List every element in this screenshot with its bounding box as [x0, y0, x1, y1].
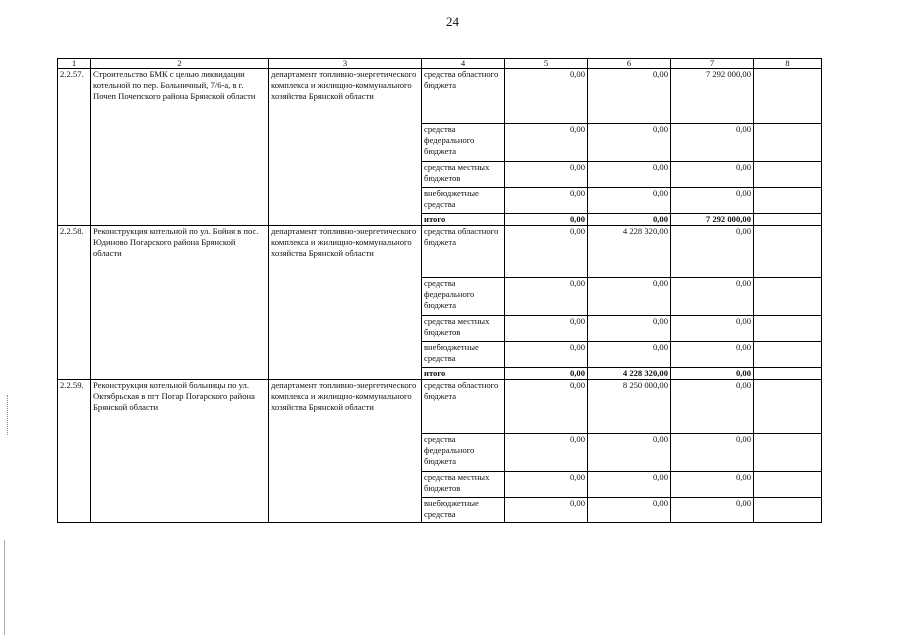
funding-source: средства федерального бюджета	[422, 278, 505, 316]
column-header: 6	[588, 59, 671, 69]
project-name: Строительство БМК с целью ликвидации котельной по пер. Больничный, 7/6-а, в г. Почеп Почепского района Брянской области	[91, 69, 269, 226]
amount-col8	[754, 188, 822, 214]
amount-col6: 0,00	[588, 214, 671, 226]
scan-artifact	[7, 395, 9, 435]
amount-col8	[754, 69, 822, 124]
amount-col5: 0,00	[505, 69, 588, 124]
amount-col8	[754, 316, 822, 342]
executor: департамент топливно-энергетического комплекса и жилищно-коммунального хозяйства Брянской области	[269, 69, 422, 226]
funding-source: средства федерального бюджета	[422, 434, 505, 472]
executor: департамент топливно-энергетического комплекса и жилищно-коммунального хозяйства Брянской области	[269, 380, 422, 523]
funding-source: средства местных бюджетов	[422, 316, 505, 342]
amount-col8	[754, 380, 822, 434]
amount-col8	[754, 162, 822, 188]
funding-source: внебюджетные средства	[422, 188, 505, 214]
column-header: 7	[671, 59, 754, 69]
funding-source: средства областного бюджета	[422, 226, 505, 278]
amount-col7: 0,00	[671, 162, 754, 188]
amount-col5: 0,00	[505, 226, 588, 278]
amount-col8	[754, 472, 822, 498]
amount-col5: 0,00	[505, 498, 588, 523]
amount-col8	[754, 278, 822, 316]
amount-col6: 0,00	[588, 162, 671, 188]
amount-col7: 7 292 000,00	[671, 214, 754, 226]
funding-source: итого	[422, 214, 505, 226]
amount-col5: 0,00	[505, 188, 588, 214]
column-header: 5	[505, 59, 588, 69]
amount-col7: 0,00	[671, 316, 754, 342]
amount-col6: 0,00	[588, 316, 671, 342]
project-name: Реконструкция котельной по ул. Бойня в пос. Юдиново Погарского района Брянской области	[91, 226, 269, 380]
amount-col6: 0,00	[588, 124, 671, 162]
amount-col7: 7 292 000,00	[671, 69, 754, 124]
amount-col7: 0,00	[671, 226, 754, 278]
funding-source: итого	[422, 368, 505, 380]
amount-col5: 0,00	[505, 368, 588, 380]
amount-col6: 4 228 320,00	[588, 368, 671, 380]
amount-col5: 0,00	[505, 316, 588, 342]
column-header: 3	[269, 59, 422, 69]
amount-col5: 0,00	[505, 124, 588, 162]
funding-source: средства федерального бюджета	[422, 124, 505, 162]
amount-col5: 0,00	[505, 162, 588, 188]
column-header: 1	[58, 59, 91, 69]
amount-col5: 0,00	[505, 472, 588, 498]
funding-source: внебюджетные средства	[422, 342, 505, 368]
project-name: Реконструкция котельной больницы по ул. Октябрьская в пгт Погар Погарского района Брянской области	[91, 380, 269, 523]
scan-artifact	[4, 540, 6, 635]
funding-source: средства местных бюджетов	[422, 162, 505, 188]
amount-col5: 0,00	[505, 434, 588, 472]
amount-col7: 0,00	[671, 434, 754, 472]
amount-col8	[754, 434, 822, 472]
item-number: 2.2.59.	[58, 380, 91, 523]
funding-source: внебюджетные средства	[422, 498, 505, 523]
amount-col6: 0,00	[588, 472, 671, 498]
amount-col6: 0,00	[588, 434, 671, 472]
amount-col6: 4 228 320,00	[588, 226, 671, 278]
amount-col5: 0,00	[505, 278, 588, 316]
amount-col8	[754, 226, 822, 278]
amount-col7: 0,00	[671, 368, 754, 380]
column-header-row	[58, 59, 822, 69]
amount-col7: 0,00	[671, 498, 754, 523]
item-number: 2.2.58.	[58, 226, 91, 380]
amount-col5: 0,00	[505, 342, 588, 368]
table-body	[58, 59, 822, 523]
executor: департамент топливно-энергетического комплекса и жилищно-коммунального хозяйства Брянской области	[269, 226, 422, 380]
funding-source: средства местных бюджетов	[422, 472, 505, 498]
page-number: 24	[446, 14, 459, 29]
amount-col6: 0,00	[588, 69, 671, 124]
table-row	[58, 226, 822, 278]
item-number: 2.2.57.	[58, 69, 91, 226]
table-row	[58, 380, 822, 434]
amount-col5: 0,00	[505, 214, 588, 226]
amount-col7: 0,00	[671, 278, 754, 316]
funding-source: средства областного бюджета	[422, 380, 505, 434]
amount-col7: 0,00	[671, 124, 754, 162]
table-row	[58, 69, 822, 124]
funding-source: средства областного бюджета	[422, 69, 505, 124]
amount-col7: 0,00	[671, 342, 754, 368]
column-header: 4	[422, 59, 505, 69]
amount-col5: 0,00	[505, 380, 588, 434]
amount-col6: 8 250 000,00	[588, 380, 671, 434]
amount-col6: 0,00	[588, 278, 671, 316]
amount-col6: 0,00	[588, 188, 671, 214]
amount-col8	[754, 214, 822, 226]
amount-col7: 0,00	[671, 380, 754, 434]
amount-col7: 0,00	[671, 188, 754, 214]
column-header: 2	[91, 59, 269, 69]
column-header: 8	[754, 59, 822, 69]
budget-table	[57, 58, 822, 523]
amount-col8	[754, 342, 822, 368]
amount-col8	[754, 368, 822, 380]
amount-col7: 0,00	[671, 472, 754, 498]
amount-col8	[754, 124, 822, 162]
amount-col8	[754, 498, 822, 523]
amount-col6: 0,00	[588, 498, 671, 523]
amount-col6: 0,00	[588, 342, 671, 368]
